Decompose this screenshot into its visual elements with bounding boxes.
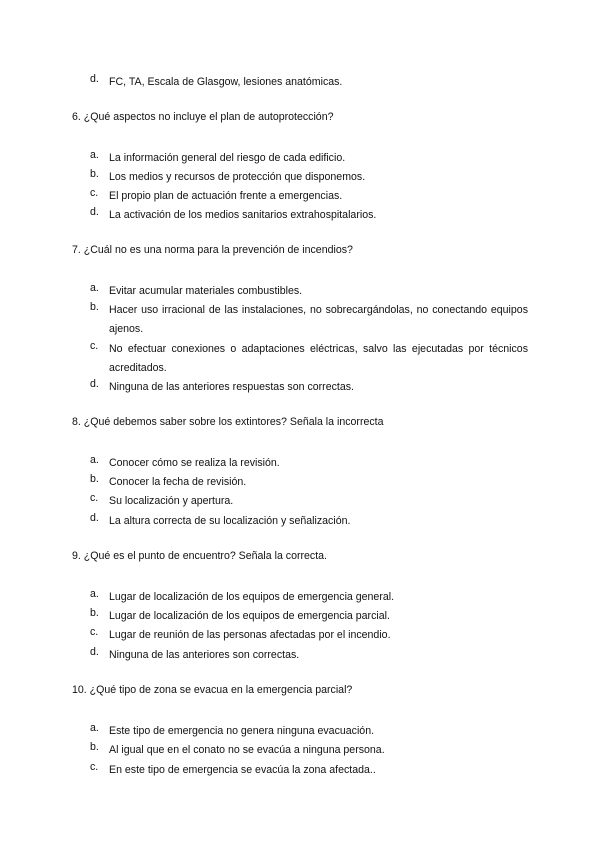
option-letter: a. [90, 282, 99, 294]
option-letter: a. [90, 722, 99, 734]
option-text: La activación de los medios sanitarios extrahospitalarios. [109, 209, 377, 221]
option-letter: b. [90, 607, 99, 619]
option-letter: c. [90, 492, 99, 504]
option-text: Este tipo de emergencia no genera ninguna evacuación. [109, 725, 375, 737]
question-6-title: 6. ¿Qué aspectos no incluye el plan de autoprotección? [72, 111, 334, 123]
option-text: Lugar de localización de los equipos de emergencia parcial. [109, 610, 390, 622]
question-7-title: 7. ¿Cuál no es una norma para la prevención de incendios? [72, 244, 353, 256]
option-text: FC, TA, Escala de Glasgow, lesiones anatómicas. [109, 76, 343, 88]
question-9-title: 9. ¿Qué es el punto de encuentro? Señala la correcta. [72, 550, 328, 562]
question-10-title: 10. ¿Qué tipo de zona se evacua en la emergencia parcial? [72, 684, 353, 696]
option-text: Evitar acumular materiales combustibles. [109, 285, 303, 297]
option-text: Al igual que en el conato no se evacúa a ninguna persona. [109, 744, 385, 756]
option-letter: d. [90, 73, 99, 85]
option-text: La información general del riesgo de cada edificio. [109, 152, 346, 164]
option-text: La altura correcta de su localización y señalización. [109, 515, 351, 527]
question-8-title: 8. ¿Qué debemos saber sobre los extintores? Señala la incorrecta [72, 416, 384, 428]
option-text: Lugar de localización de los equipos de emergencia general. [109, 591, 395, 603]
option-letter: d. [90, 512, 99, 524]
option-letter: c. [90, 626, 99, 638]
option-letter: c. [90, 187, 99, 199]
option-text: Conocer la fecha de revisión. [109, 476, 247, 488]
option-text: Lugar de reunión de las personas afectadas por el incendio. [109, 629, 391, 641]
option-letter: b. [90, 741, 99, 753]
option-text: En este tipo de emergencia se evacúa la zona afectada.. [109, 764, 376, 776]
option-letter: b. [90, 301, 99, 313]
option-letter: c. [90, 340, 99, 352]
option-letter: b. [90, 473, 99, 485]
option-text: Los medios y recursos de protección que disponemos. [109, 171, 366, 183]
option-letter: d. [90, 378, 99, 390]
option-letter: a. [90, 454, 99, 466]
option-text: Su localización y apertura. [109, 495, 234, 507]
option-text: El propio plan de actuación frente a emergencias. [109, 190, 343, 202]
option-text: Conocer cómo se realiza la revisión. [109, 457, 280, 469]
option-letter: b. [90, 168, 99, 180]
option-letter: c. [90, 761, 99, 773]
option-letter: d. [90, 646, 99, 658]
option-letter: d. [90, 206, 99, 218]
option-letter: a. [90, 588, 99, 600]
option-text: Hacer uso irracional de las instalaciones, no sobrecargándolas, no conectando equipos ajenos. [109, 304, 528, 335]
option-text: No efectuar conexiones o adaptaciones eléctricas, salvo las ejecutadas por técnicos acreditados. [109, 343, 528, 374]
option-text: Ninguna de las anteriores son correctas. [109, 649, 300, 661]
option-letter: a. [90, 149, 99, 161]
option-text: Ninguna de las anteriores respuestas son correctas. [109, 381, 354, 393]
